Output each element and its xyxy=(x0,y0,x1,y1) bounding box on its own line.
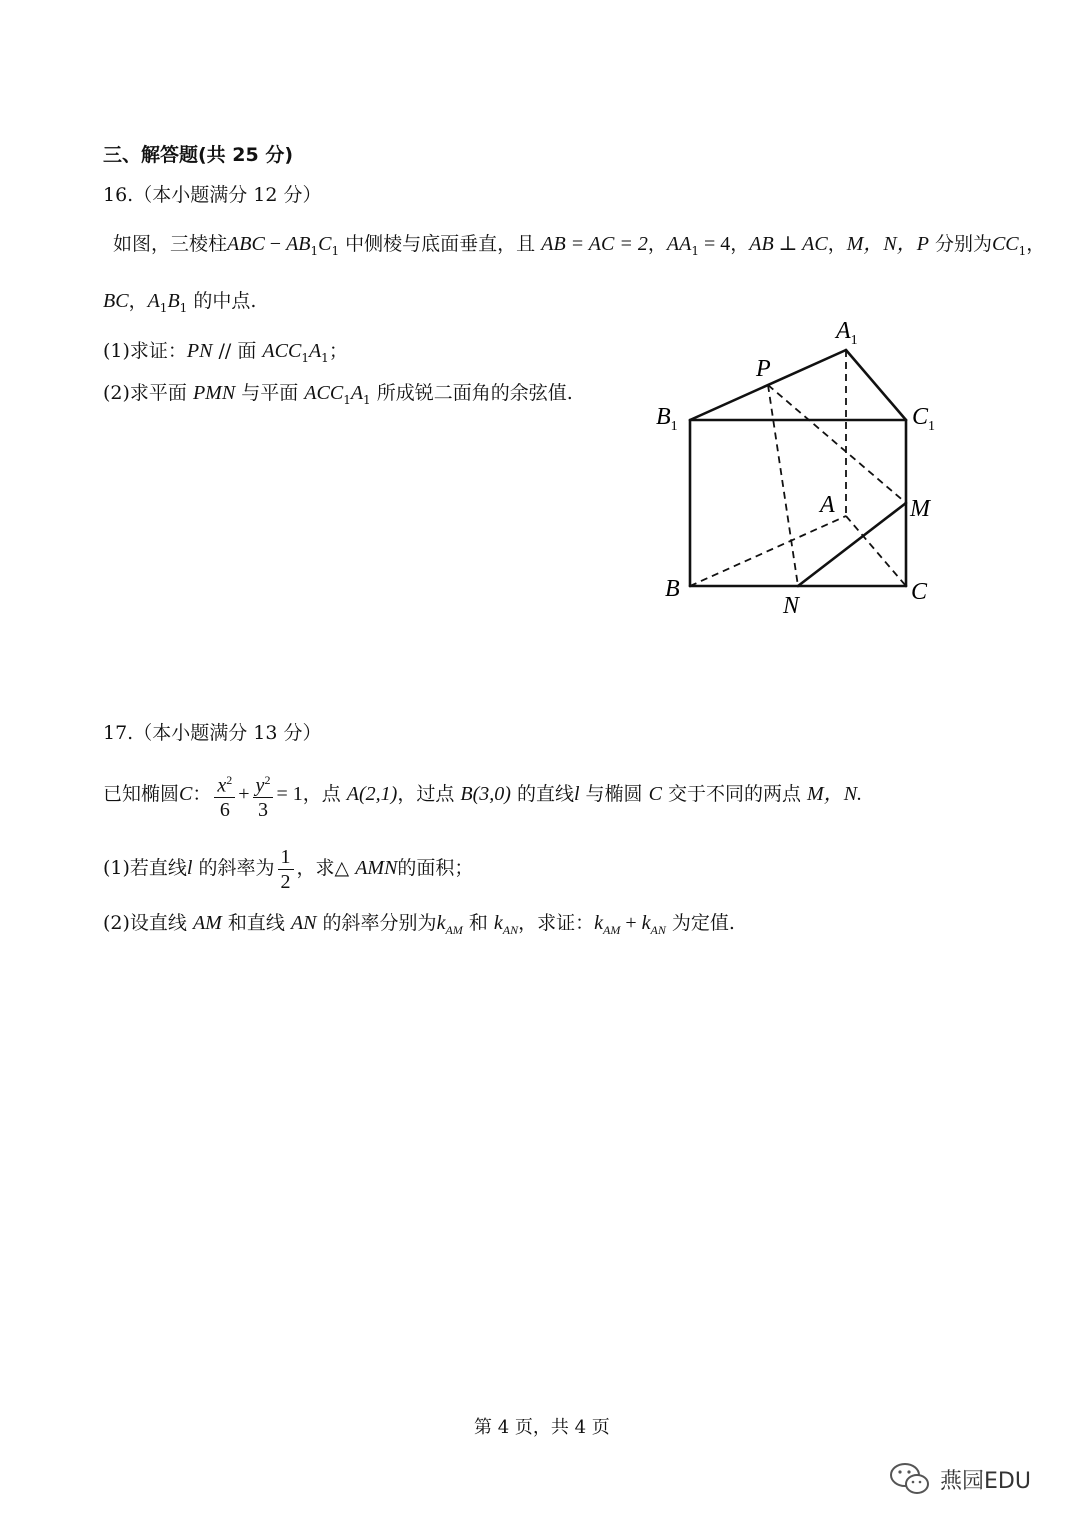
watermark xyxy=(888,1460,1031,1498)
label-m: M xyxy=(910,496,930,522)
label-b1: $B_1$ xyxy=(656,404,678,434)
q17-part2: (2)设直线 AM 和直线 AN 的斜率分别为$k_{AM}$ 和 $k_{AN}$，求证：$k_{AM} + k_{AN}$ 为定值. xyxy=(103,912,735,937)
fraction-one-half: $\frac{1}{2}$ xyxy=(278,845,294,894)
q16-statement-line1: 如图，三棱柱ABC − $AB_1C_1$ 中侧棱与底面垂直，且 AB = AC = 2，$AA_1 = 4$，AB ⊥ AC，M，N，P 分别为$CC_1$， xyxy=(113,233,1046,258)
label-a: A xyxy=(820,492,835,518)
fraction-y2-over-3: $\frac{y^2}{3}$ xyxy=(253,768,274,823)
section-heading: 三、解答题(共 25 分) xyxy=(103,144,294,166)
edge-b-a-hidden xyxy=(690,516,846,586)
segment-p-n-hidden xyxy=(768,385,798,586)
fraction-x2-over-6: $\frac{x^2}{6}$ xyxy=(214,768,235,823)
q16-part1: (1)求证：PN // 面 $ACC_1A_1$； xyxy=(103,340,348,365)
label-c: C xyxy=(911,579,928,605)
label-p: P xyxy=(756,356,771,382)
label-c1: $C_1$ xyxy=(912,404,936,434)
q17-part1: (1)若直线l 的斜率为 $\frac{1}{2}$ ，求△ AMN的面积； xyxy=(103,845,474,893)
prism-figure xyxy=(640,310,960,630)
q16-statement-line2: BC，$A_1B_1$ 的中点. xyxy=(103,290,257,315)
label-b: B xyxy=(665,576,680,602)
label-n: N xyxy=(783,593,800,619)
segment-n-m xyxy=(798,503,906,586)
q17-statement: 已知椭圆C： $\frac{x^2}{6}$ + $\frac{y^2}{3}$ = 1，点 A(2,1)，过点 B(3,0) 的直线l 与椭圆 C 交于不同的两点 M，N. xyxy=(103,766,862,822)
page-footer: 第 4 页，共 4 页 xyxy=(474,1417,610,1438)
q16-part2: (2)求平面 PMN 与平面 $ACC_1A_1$ 所成锐二面角的余弦值. xyxy=(103,382,573,407)
segment-p-m-hidden xyxy=(768,385,906,503)
watermark-text: 燕园EDU xyxy=(940,1468,1031,1494)
label-a1: $A_1$ xyxy=(836,318,858,348)
edge-a1-c1 xyxy=(846,350,906,420)
q16-header: 16.（本小题满分 12 分） xyxy=(103,184,322,206)
q17-header: 17.（本小题满分 13 分） xyxy=(103,722,322,744)
wechat-icon xyxy=(888,1460,932,1498)
